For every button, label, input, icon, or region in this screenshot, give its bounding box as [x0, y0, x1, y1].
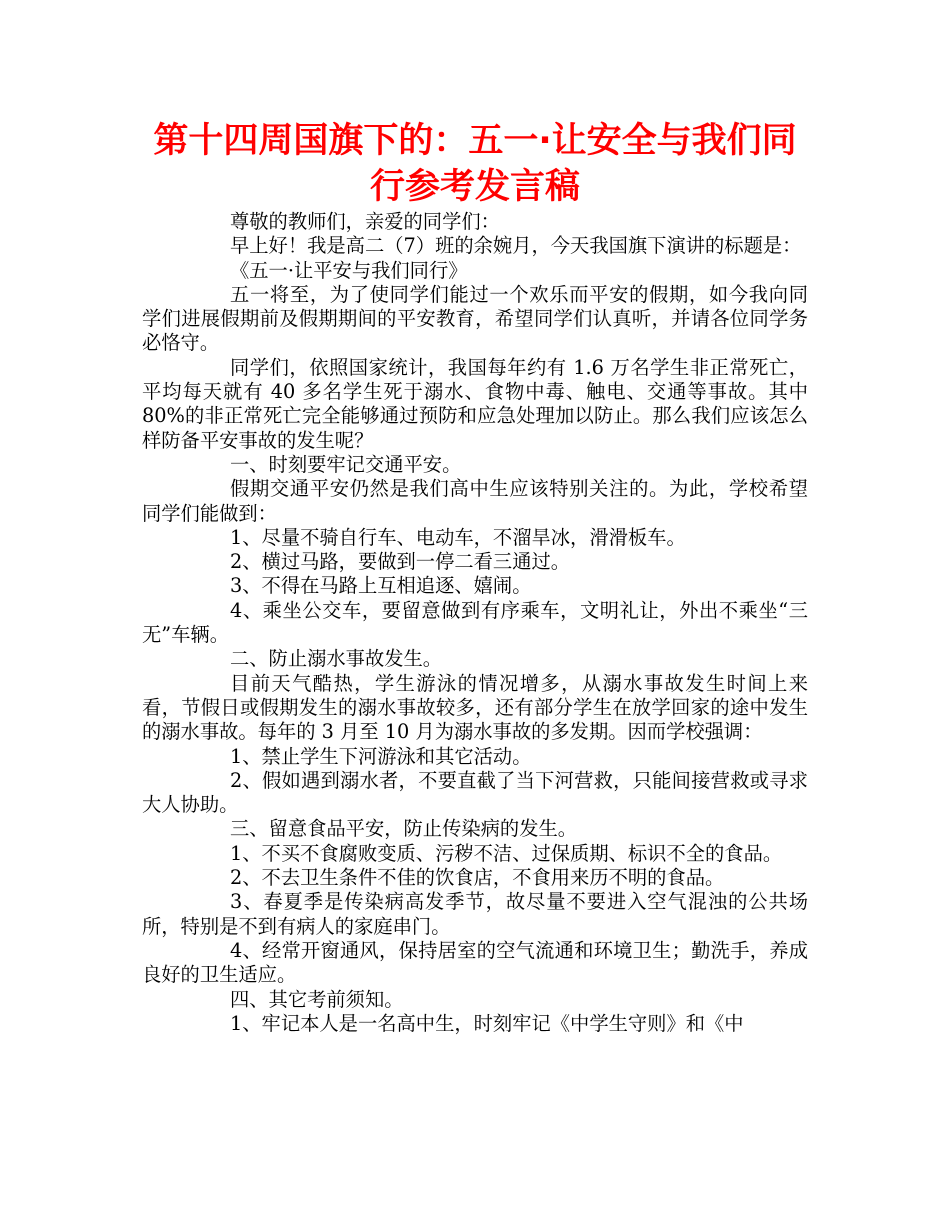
- paragraph: 同学们，依照国家统计，我国每年约有 1.6 万名学生非正常死亡，平均每天就有 40 多名学生死于溺水、食物中毒、触电、交通等事故。其中 80%的非正常死亡完全能够通过预防和应急处理加以防止。那么我们应该怎么样防备平安事故的发生呢？: [142, 355, 808, 452]
- paragraph: 目前天气酷热，学生游泳的情况增多，从溺水事故发生时间上来看，节假日或假期发生的溺水事故较多，还有部分学生在放学回家的途中发生的溺水事故。每年的 3 月至 10 月为溺水事故的多发期。因而学校强调：: [142, 671, 808, 744]
- section-heading: 二、防止溺水事故发生。: [230, 647, 443, 671]
- paragraph-speech-title: 《五一·让平安与我们同行》: [230, 258, 468, 282]
- list-item: 1、尽量不骑自行车、电动车，不溜旱冰，滑滑板车。: [230, 525, 686, 549]
- paragraph: 五一将至，为了使同学们能过一个欢乐而平安的假期，如今我向同学们进展假期前及假期期间的平安教育，希望同学们认真听，并请各位同学务必恪守。: [142, 282, 808, 355]
- document-title: [110, 118, 840, 210]
- title-line-1: 第十四周国旗下的：五一·让安全与我们同: [153, 121, 797, 161]
- list-item: 1、牢记本人是一名高中生，时刻牢记《中学生守则》和《中: [230, 1011, 744, 1035]
- list-item: 2、横过马路，要做到一停二看三通过。: [230, 550, 571, 574]
- title-line-2: 行参考发言稿: [369, 167, 580, 207]
- section-heading: 一、时刻要牢记交通平安。: [230, 452, 462, 476]
- list-item: 1、不买不食腐败变质、污秽不洁、过保质期、标识不全的食品。: [230, 841, 783, 865]
- list-item: 3、不得在马路上互相追逐、嬉闹。: [230, 574, 532, 598]
- paragraph-intro: 早上好！我是高二（7）班的余婉月，今天我国旗下演讲的标题是：: [230, 234, 802, 258]
- list-item: 1、禁止学生下河游泳和其它活动。: [230, 744, 532, 768]
- list-item: 4、经常开窗通风，保持居室的空气流通和环境卫生；勤洗手，养成良好的卫生适应。: [142, 938, 808, 987]
- section-heading: 三、留意食品平安，防止传染病的发生。: [230, 817, 578, 841]
- paragraph-greeting: 尊敬的教师们，亲爱的同学们：: [230, 210, 500, 233]
- section-heading: 四、其它考前须知。: [230, 987, 404, 1011]
- list-item: 4、乘坐公交车，要留意做到有序乘车，文明礼让，外出不乘坐“三无”车辆。: [142, 598, 808, 647]
- paragraph: 假期交通平安仍然是我们高中生应该特别关注的。为此，学校希望同学们能做到：: [142, 477, 808, 525]
- list-item: 2、不去卫生条件不佳的饮食店，不食用来历不明的食品。: [230, 866, 725, 890]
- list-item: 2、假如遇到溺水者，不要直截了当下河营救，只能间接营救或寻求大人协助。: [142, 768, 808, 817]
- list-item: 3、春夏季是传染病高发季节，故尽量不要进入空气混浊的公共场所，特别是不到有病人的家庭串门。: [142, 890, 808, 938]
- document-body: [142, 210, 808, 1036]
